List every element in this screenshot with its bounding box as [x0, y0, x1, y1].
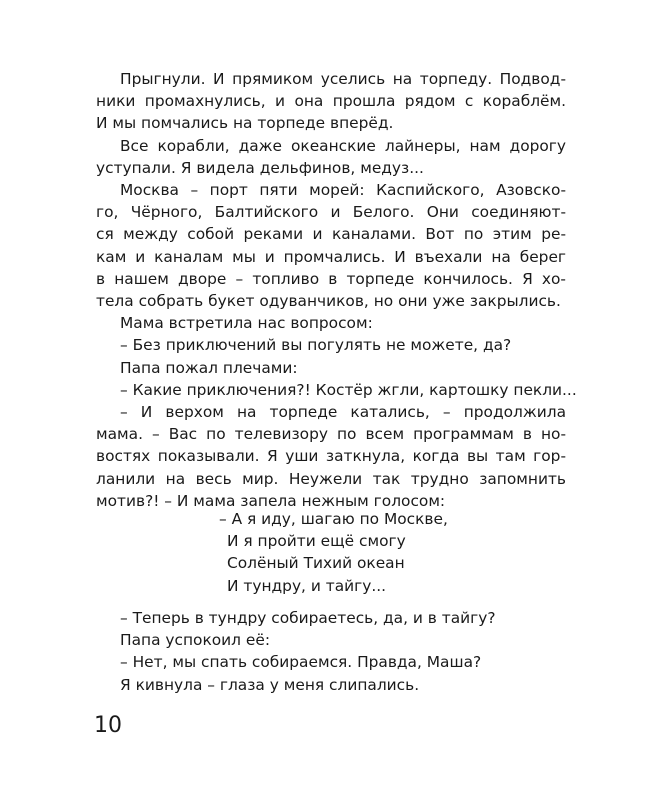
text-line: уступали. Я видела дельфинов, медуз... — [96, 158, 424, 177]
text-line: Я кивнула – глаза у меня слипались. — [120, 675, 420, 694]
text-line: Все корабли, даже океанские лайнеры, нам дорогу — [120, 136, 566, 155]
poem-stanza — [219, 508, 448, 597]
text-line: ланили на весь мир. Неужели так трудно запомнить — [96, 469, 566, 488]
main-text — [96, 68, 577, 512]
text-line: мама. – Вас по телевизору по всем программам в но- — [96, 425, 566, 444]
text-line: кам и каналам мы и промчались. И въехали на берег — [96, 247, 566, 266]
text-line: ники промахнулись, и она прошла рядом с кораблём. — [96, 92, 566, 111]
poem-line: И тундру, и тайгу... — [227, 576, 387, 595]
text-line: – И верхом на торпеде катались, – продолжила — [120, 403, 566, 422]
text-line: Папа успокоил её: — [120, 631, 271, 650]
text-line: тела собрать букет одуванчиков, но они уже закрылись. — [96, 292, 561, 311]
poem-line: И я пройти ещё смогу — [227, 532, 406, 551]
text-line: – Теперь в тундру собираетесь, да, и в тайгу? — [120, 609, 496, 627]
text-line: – Какие приключения?! Костёр жгли, картошку пекли... — [120, 380, 577, 399]
text-line: Прыгнули. И прямиком уселись на торпеду. Подвод- — [120, 70, 566, 88]
text-line: го, Чёрного, Балтийского и Белого. Они соединяют- — [96, 203, 566, 222]
text-line: – Нет, мы спать собираемся. Правда, Маша? — [120, 653, 482, 672]
closing-text — [96, 607, 566, 696]
poem-line: Солёный Тихий океан — [227, 554, 405, 573]
page-number: 10 — [94, 713, 122, 738]
text-line: – Без приключений вы погулять не можете, да? — [120, 336, 512, 355]
text-line: мотив?! – И мама запела нежным голосом: — [96, 491, 446, 510]
text-line: ся между собой реками и каналами. Вот по этим ре- — [96, 225, 566, 244]
text-line: И мы помчались на торпеде вперёд. — [96, 114, 394, 133]
text-line: Папа пожал плечами: — [120, 358, 298, 377]
text-line: в нашем дворе – топливо в торпеде кончилось. Я хо- — [96, 269, 566, 288]
poem-line: – А я иду, шагаю по Москве, — [219, 510, 448, 528]
text-line: востях показывали. Я уши заткнула, когда вы там гор- — [96, 447, 566, 466]
text-line: Мама встретила нас вопросом: — [120, 314, 373, 333]
text-line: Москва – порт пяти морей: Каспийского, Азовско- — [120, 181, 566, 200]
